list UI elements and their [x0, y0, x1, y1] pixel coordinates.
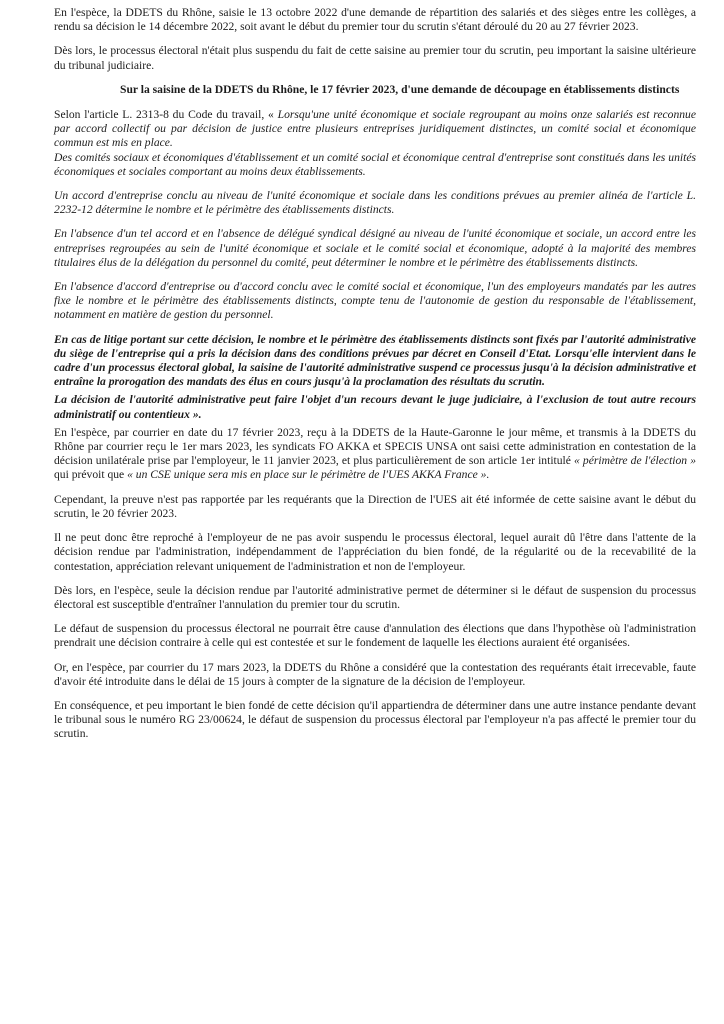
- citation-quote-continued: Des comités sociaux et économiques d'établissement et un comité social et économique central d'entreprise sont constitués dans les unités économiques et sociales comportant au moins deux établissements.: [54, 150, 696, 178]
- referral-quote-cse: « un CSE unique sera mis en place sur le périmètre de l'UES AKKA France ».: [127, 468, 490, 482]
- article-citation: [54, 108, 696, 179]
- quote-no-agreement: En l'absence d'un tel accord et en l'absence de délégué syndical désigné au niveau de l'unité économique et sociale, un accord entre les entreprises regroupées au sein de l'unité économique et sociale et le comité social et économique, adopté à la majorité des membres titulaires élus de la délégation du personnel du comité, peut déterminer le nombre et le périmètre des établissements distincts.: [54, 227, 696, 269]
- referral-text-b: qui prévoit que: [54, 468, 128, 482]
- paragraph-rhone-decision: En l'espèce, la DDETS du Rhône, saisie le 13 octobre 2022 d'une demande de répartition des salariés et des sièges entre les collèges, a rendu sa décision le 14 décembre 2022, soit avant le début du premier tour du scrutin s'étant déroulé du 20 au 27 février 2023.: [54, 6, 696, 34]
- quote-litigation: En cas de litige portant sur cette décision, le nombre et le périmètre des établissements distincts sont fixés par l'autorité administrative du siège de l'entreprise qui a pris la décision dans des conditions prévues par décret en Conseil d'Etat. Lorsqu'elle intervient dans le cadre d'un processus électoral global, la saisine de l'autorité administrative suspend ce processus jusqu'à la décision administrative et entraîne la prorogation des mandats des élus en cours jusqu'à la proclamation des résultats du scrutin.: [54, 332, 696, 389]
- paragraph-annulment-condition: Le défaut de suspension du processus électoral ne pourrait être cause d'annulation des élections que dans l'hypothèse où l'administration prendrait une décision contraire à celle qui est contestée et sur le fondement de laquelle les élections auraient été organisées.: [54, 622, 696, 650]
- referral-text-a: En l'espèce, par courrier en date du 17 février 2023, reçu à la DDETS de la Haute-Garonne le jour même, et transmis à la DDETS du Rhône par courrier reçu le 1er mars 2023, les syndicats FO AKKA et SPECIS UNSA ont saisi cette administration en contestation de la décision unilatérale prise par l'employeur, le 11 janvier 2023, et plus particulièrement de son article 1er intitulé: [54, 425, 696, 468]
- quote-judicial-appeal: La décision de l'autorité administrative peut faire l'objet d'un recours devant le juge judiciaire, à l'exclusion de tout autre recours administratif ou contentieux ».: [54, 393, 696, 421]
- citation-intro: Selon l'article L. 2313-8 du Code du travail, «: [54, 108, 278, 122]
- quote-employer-mandate: En l'absence d'accord d'entreprise ou d'accord conclu avec le comité social et économique, l'un des employeurs mandatés par les autres fixe le nombre et le périmètre des établissements distincts, compte tenu de l'autonomie de gestion du responsable de l'établissement, notamment en matière de gestion du personnel.: [54, 280, 696, 322]
- quote-enterprise-agreement: Un accord d'entreprise conclu au niveau de l'unité économique et sociale dans les conditions prévues au premier alinéa de l'article L. 2232-12 détermine le nombre et le périmètre des établissements distincts.: [54, 189, 696, 217]
- paragraph-union-referral: [54, 426, 696, 483]
- paragraph-no-proof: Cependant, la preuve n'est pas rapportée par les requérants que la Direction de l'UES ait été informée de cette saisine avant le début du scrutin, le 20 février 2023.: [54, 492, 696, 520]
- section-heading: Sur la saisine de la DDETS du Rhône, le 17 février 2023, d'une demande de découpage en établissements distincts: [120, 82, 680, 96]
- paragraph-administrative-decision: Dès lors, en l'espèce, seule la décision rendue par l'autorité administrative permet de déterminer si le défaut de suspension du processus électoral est susceptible d'entraîner l'annulation du premier tour du scrutin.: [54, 583, 696, 611]
- paragraph-inadmissible: Or, en l'espèce, par courrier du 17 mars 2023, la DDETS du Rhône a considéré que la contestation des requérants était irrecevable, faute d'avoir été introduite dans le délai de 15 jours à compter de la signature de la décision de l'employeur.: [54, 660, 696, 688]
- referral-quote-perimeter: « périmètre de l'élection »: [574, 454, 697, 468]
- paragraph-process-not-suspended: Dès lors, le processus électoral n'était plus suspendu du fait de cette saisine au premier tour du scrutin, peu important la saisine ultérieure du tribunal judiciaire.: [54, 44, 696, 72]
- paragraph-employer-not-blamed: Il ne peut donc être reproché à l'employeur de ne pas avoir suspendu le processus électoral, lequel aurait dû l'être dans l'attente de la décision rendue par l'administration, indépendamment de l'appréciation du bien fondé, de la régularité ou de la recevabilité de la contestation, appréciation relevant uniquement de l'administration et non de l'employeur.: [54, 531, 696, 573]
- paragraph-conclusion: En conséquence, et peu important le bien fondé de cette décision qu'il appartiendra de déterminer dans une autre instance pendante devant le tribunal sous le numéro RG 23/00624, le défaut de suspension du processus électoral par l'employeur n'a pas affecté le premier tour du scrutin.: [54, 698, 696, 741]
- citation-quote: Lorsqu'une unité économique et sociale regroupant au moins onze salariés est reconnue par accord collectif ou par décision de justice entre plusieurs entreprises juridiquement distinctes, un comité social et économique commun est mis en place.: [54, 108, 696, 150]
